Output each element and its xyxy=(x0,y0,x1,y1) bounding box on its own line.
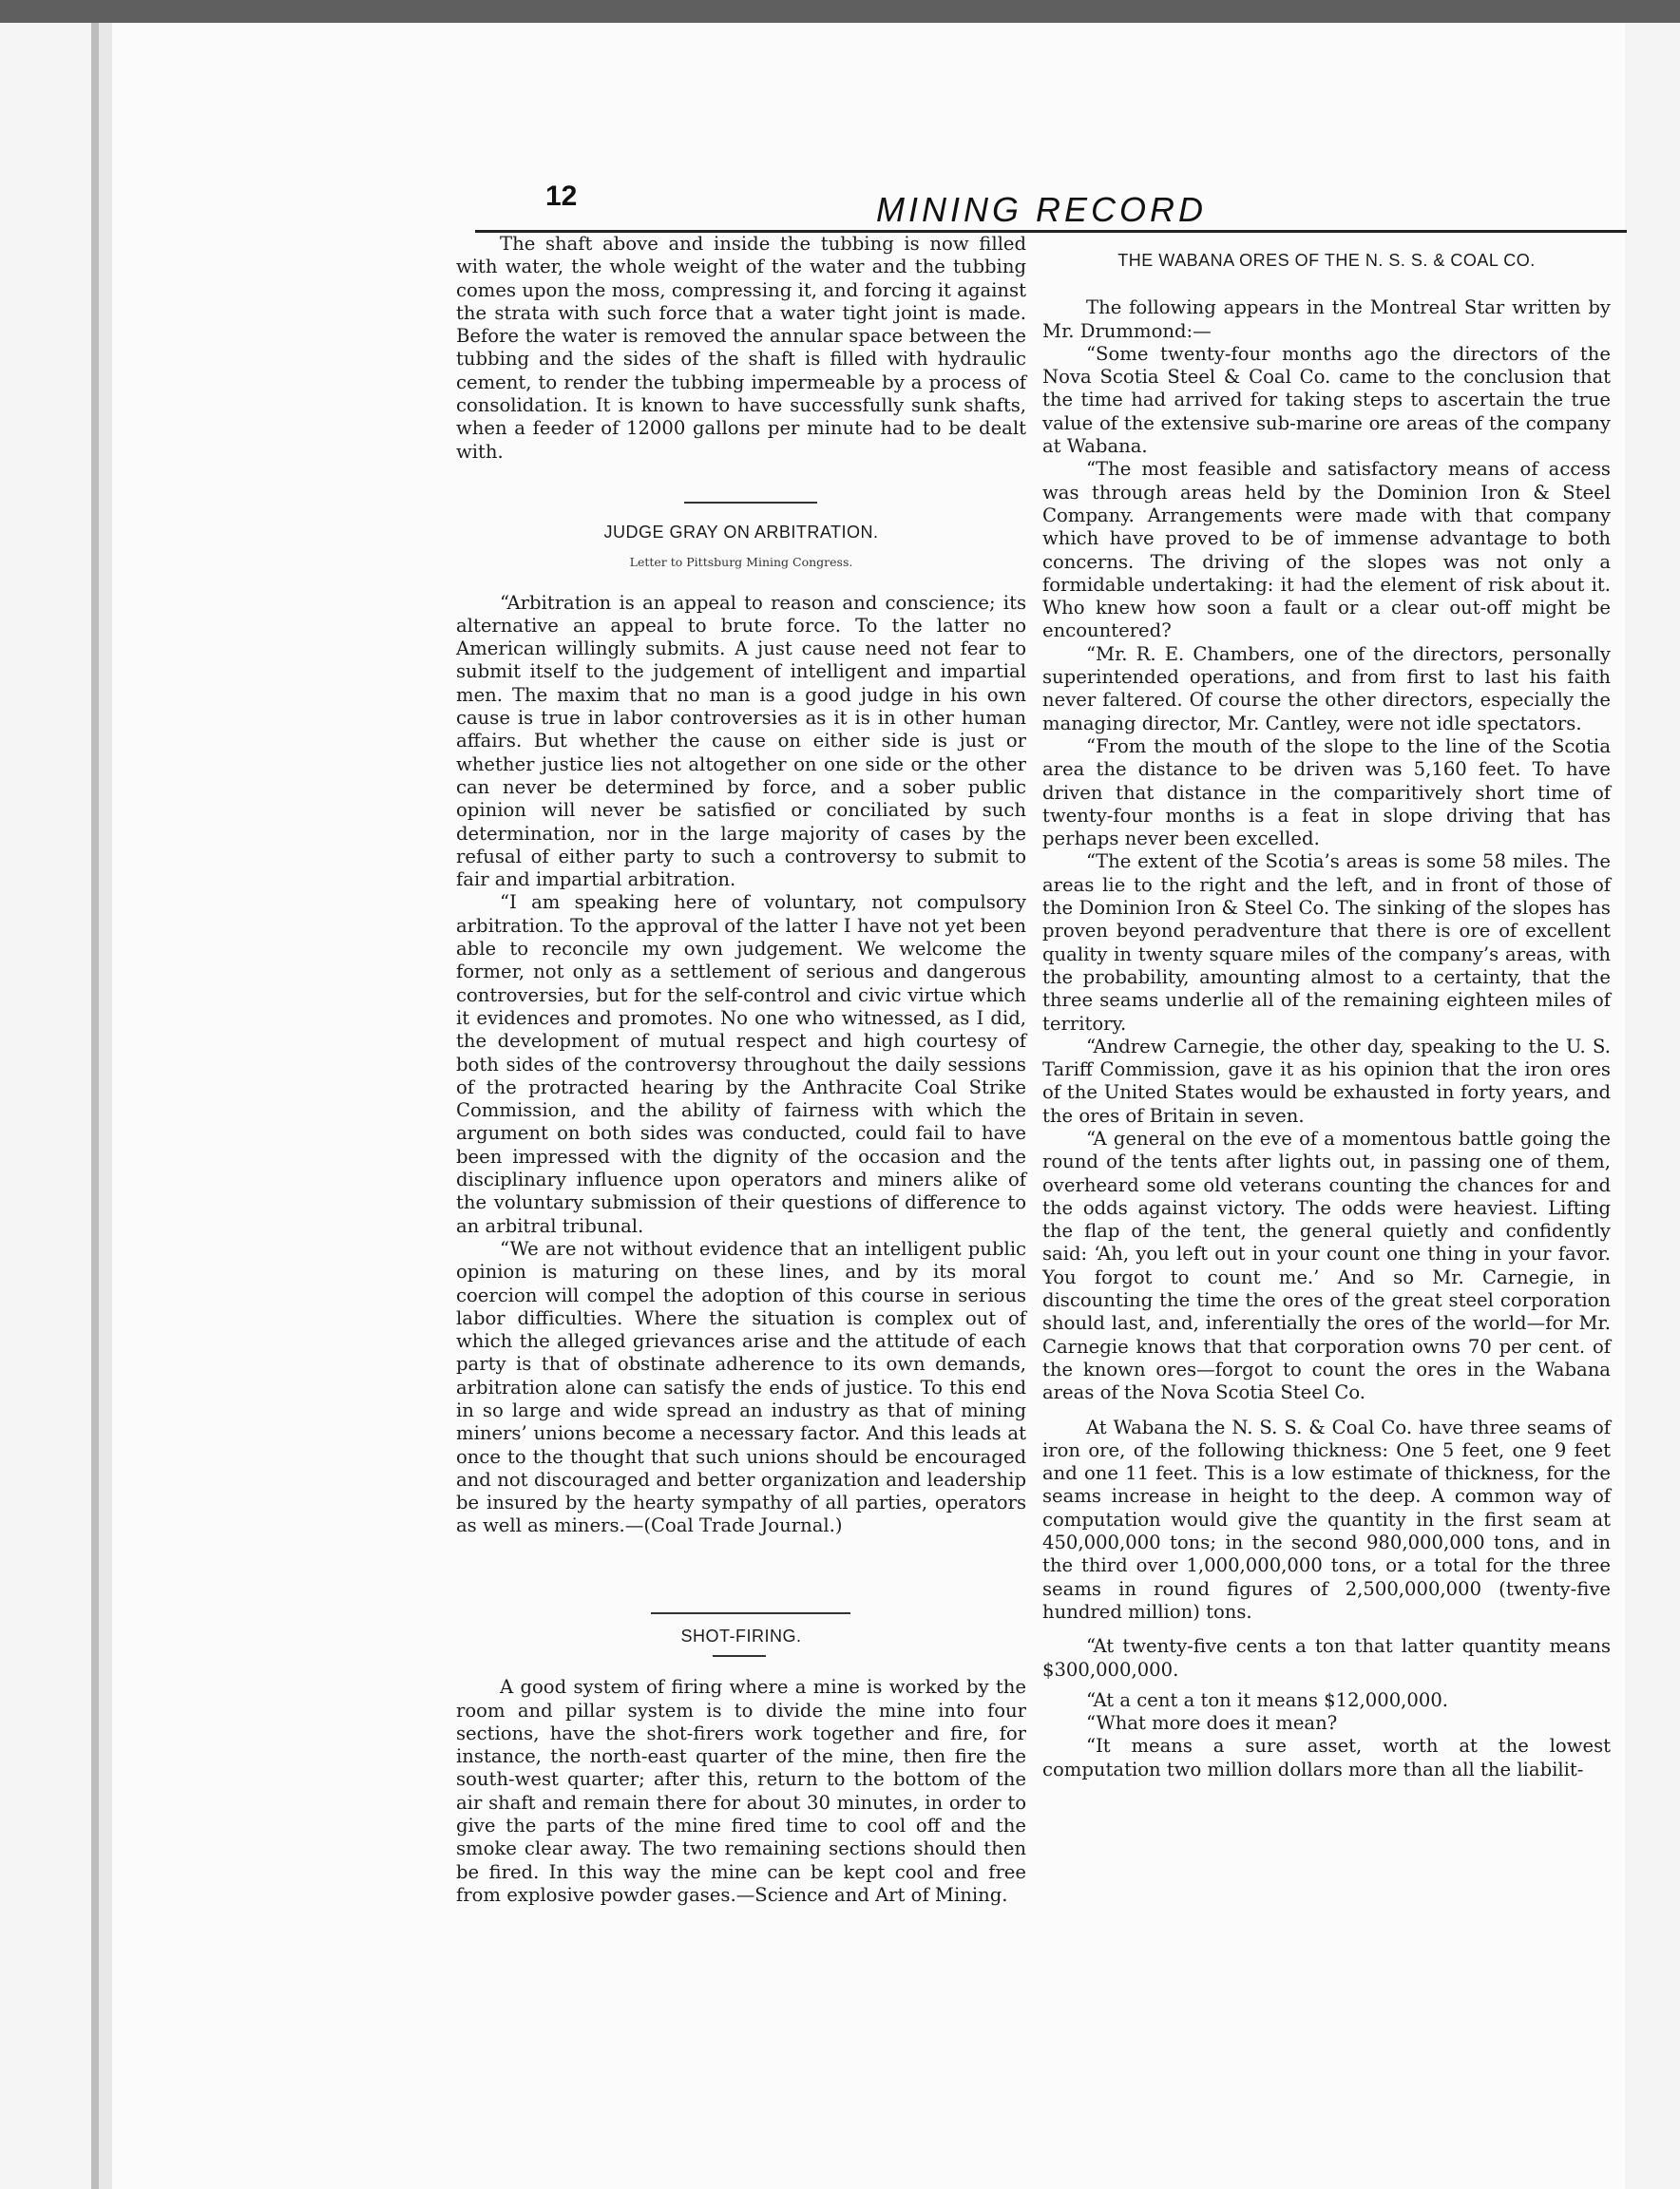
article-paragraph: “A general on the eve of a momentous battle going the round of the tents after lights out, in passing one of them, overheard some old veterans counting the chances for and the odds against victory. The odds were heaviest. Lifting the flap of the tent, the general quietly and confidently said: ‘Ah, you left out in your count one thing in your favor. You forgot to count me.’ And so Mr. Carnegie, in discounting the time the ores of the great steel corporation should last, and, inferentially the ores of the world—for Mr. Carnegie knows that that corporation owns 70 per cent. of the known ores—forgot to count the ores in the Wabana areas of the Nova Scotia Steel Co. xyxy=(1042,1127,1611,1404)
section-divider xyxy=(651,1612,850,1614)
article-title: THE WABANA ORES OF THE N. S. S. & COAL CO. xyxy=(1117,251,1536,270)
article-paragraph: “What more does it mean? xyxy=(1086,1712,1338,1735)
article-title: JUDGE GRAY ON ARBITRATION. xyxy=(603,523,879,542)
article-paragraph: “At twenty-five cents a ton that latter quantity means $300,000,000. xyxy=(1042,1635,1611,1681)
page-binding-shadow xyxy=(91,23,99,2189)
article-judge-gray xyxy=(456,521,1026,1538)
article-subtitle: Letter to Pittsburg Mining Congress. xyxy=(629,555,853,570)
article-paragraph: “Some twenty-four months ago the directors of the Nova Scotia Steel & Coal Co. came to the conclusion that the time had arrived for taking steps to ascertain the true value of the extensive sub-marine ore areas of the company at Wabana. xyxy=(1042,342,1611,458)
article-paragraph: “Arbitration is an appeal to reason and conscience; its alternative an appeal to brute force. To the latter no American willingly submits. A just cause need not fear to submit itself to the judgement of intelligent and impartial men. The maxim that no man is a good judge in his own cause is true in labor controversies as it is in other human affairs. But whether the cause on either side is just or whether justice lies not altogether on one side or the other can never be determined by force, and a sober public opinion will never be satisfied or conciliated by such determination, nor in the large majority of cases by the refusal of either party to such a controversy to submit to fair and impartial arbitration. xyxy=(456,591,1026,891)
article-paragraph: “The extent of the Scotia’s areas is some 58 miles. The areas lie to the right and the left, and in front of those of the Dominion Iron & Steel Co. The sinking of the slopes has proven beyond peradventure that there is ore of excellent quality in twenty square miles of the company’s areas, with the probability, amounting almost to a certainty, that the three seams underlie all of the remaining eighteen miles of territory. xyxy=(1042,850,1611,1035)
article-paragraph: The shaft above and inside the tubbing is now filled with water, the whole weight of the water and the tubbing comes upon the moss, compressing it, and forcing it against the strata with such force that a water tight joint is made. Before the water is removed the annular space between the tubbing and the sides of the shaft is filled with hydraulic cement, to render the tubbing impermeable by a process of consolidation. It is known to have successfully sunk shafts, when a feeder of 12000 gallons per minute had to be dealt with. xyxy=(456,233,1026,463)
article-paragraph: A good system of firing where a mine is worked by the room and pillar system is to divide the mine into four sections, have the shot-firers work together and fire, for instance, the north-east quarter of the mine, then fire the south-west quarter; after this, return to the bottom of the air shaft and remain there for about 30 minutes, in order to give the parts of the mine fired time to cool off and the smoke clear away. The two remaining sections should then be fired. In this way the mine can be kept cool and free from explosive powder gases.—Science and Art of Mining. xyxy=(456,1676,1026,1906)
page-binding-gutter xyxy=(99,23,112,2189)
scan-left-page-edge xyxy=(0,23,100,2189)
article-title: SHOT-FIRING. xyxy=(680,1627,802,1646)
article-paragraph: “We are not without evidence that an intelligent public opinion is maturing on these lines, and by its moral coercion will compel the adoption of this course in serious labor difficulties. Where the situation is complex out of which the alleged grievances arise and the attitude of each party is that of obstinate adherence to its own demands, arbitration alone can satisfy the ends of justice. To this end in so large and wide spread an industry as that of mining miners’ unions become a necessary factor. And this leads at once to the thought that such unions should be encouraged and not discouraged and better organization and leadership be insured by the hearty sympathy of all parties, operators as well as miners.—(Coal Trade Journal.) xyxy=(456,1237,1026,1537)
article-wabana-ores xyxy=(1042,249,1611,1781)
article-shot-firing xyxy=(456,1625,1026,1907)
left-column-continued xyxy=(456,233,1026,464)
page-number: 12 xyxy=(545,181,578,212)
article-paragraph: “Mr. R. E. Chambers, one of the directors, personally superintended operations, and from first to last his faith never faltered. Of course the other directors, especially the managing director, Mr. Cantley, were not idle spectators. xyxy=(1042,642,1611,734)
section-divider xyxy=(684,502,817,504)
title-underline xyxy=(713,1655,766,1657)
article-paragraph: “From the mouth of the slope to the line of the Scotia area the distance to be driven was 5,160 feet. To have driven that distance in the comparitively short time of twenty-four months is a feat in slope driving that has perhaps never been excelled. xyxy=(1042,734,1611,850)
running-title: MINING RECORD xyxy=(876,190,1207,229)
scan-right-margin xyxy=(1625,23,1680,2189)
article-paragraph: The following appears in the Montreal Star written by Mr. Drummond:— xyxy=(1042,296,1611,342)
article-paragraph: “I am speaking here of voluntary, not compulsory arbitration. To the approval of the latter I have not yet been able to reconcile my own judgement. We welcome the former, not only as a settlement of serious and dangerous controversies, but for the self-control and civic virtue which it evidences and promotes. No one who witnessed, as I did, the development of mutual respect and high courtesy of both sides of the controversy throughout the daily sessions of the protracted hearing by the Anthracite Coal Strike Commission, and the ability of fairness with which the argument on both sides was conducted, could fail to have been impressed with the dignity of the occasion and the disciplinary influence upon operators and miners alike of the voluntary submission of their questions of difference to an arbitral tribunal. xyxy=(456,891,1026,1237)
article-paragraph: “Andrew Carnegie, the other day, speaking to the U. S. Tariff Commission, gave it as his opinion that the iron ores of the United States would be exhausted in forty years, and the ores of Britain in seven. xyxy=(1042,1035,1611,1127)
article-paragraph: At Wabana the N. S. S. & Coal Co. have three seams of iron ore, of the following thickness: One 5 feet, one 9 feet and one 11 feet. This is a low estimate of thickness, for the seams increase in height to the deep. A common way of computation would give the quantity in the first seam at 450,000,000 tons; in the second 980,000,000 tons, and in the third over 1,000,000,000 tons, or a total for the three seams in round figures of 2,500,000,000 (twenty-five hundred million) tons. xyxy=(1042,1416,1611,1623)
article-paragraph: “It means a sure asset, worth at the lowest computation two million dollars more than all the liabilit- xyxy=(1042,1735,1611,1780)
article-paragraph: “The most feasible and satisfactory means of access was through areas held by the Dominion Iron & Steel Company. Arrangements were made with that company which have proved to be of immense advantage to both concerns. The driving of the slopes was not only a formidable undertaking: it had the element of risk about it. Who knew how soon a fault or a clear out-off might be encountered? xyxy=(1042,458,1611,642)
article-paragraph: “At a cent a ton it means $12,000,000. xyxy=(1086,1688,1449,1711)
scan-top-border xyxy=(0,0,1680,23)
